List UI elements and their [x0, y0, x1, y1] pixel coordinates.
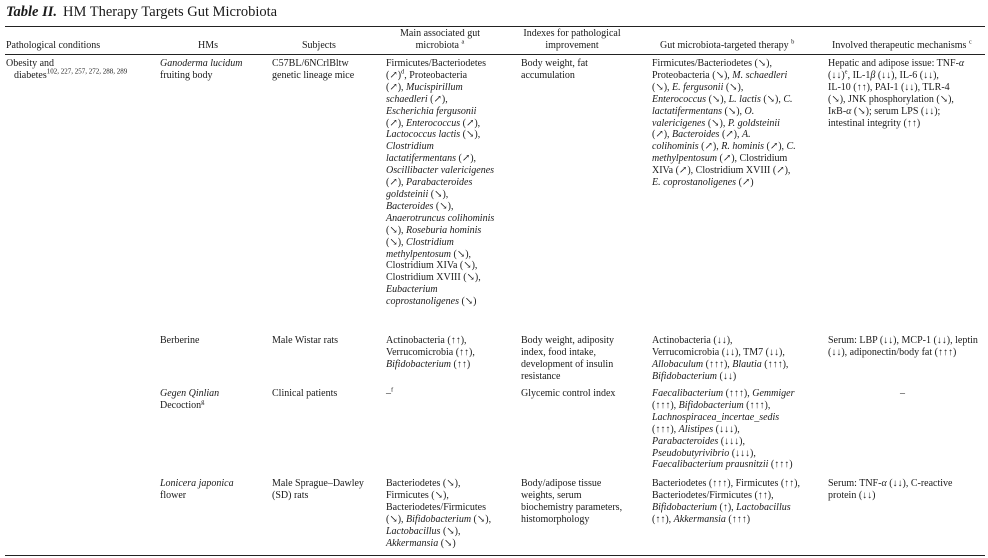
row-3-mechanisms [900, 388, 905, 400]
table-caption [6, 4, 277, 21]
cell-line: Male Sprague–Dawley [272, 478, 364, 489]
cell-line: C57BL/6NCrlBltw [272, 58, 349, 69]
cell-line: Allobaculum (↑↑↑), Blautia (↑↑↑), [652, 358, 789, 370]
cell-line: goldsteinii (↘), [386, 188, 449, 200]
cell-line: –$^f$ [386, 386, 394, 399]
cell-line: Ganoderma lucidum [160, 58, 243, 69]
cell-line: Verrucomicrobia (↑↑), [386, 346, 475, 358]
cell-line: Body/adipose tissue [521, 478, 602, 489]
cell-line: Anaerotruncus colihominis [386, 212, 495, 224]
cell-line: Bacteriodetes (↘), [386, 478, 461, 489]
cell-line: (↗), Enterococcus (↗), [386, 117, 481, 129]
header-rule [5, 54, 985, 55]
row-3-indexes [521, 388, 615, 400]
cell-line: (↘), Bifidobacterium (↘), [386, 513, 492, 525]
cell-line: XIVa (↗), Clostridium XVIII (↗), [652, 165, 791, 177]
cell-line: Male Wistar rats [272, 335, 339, 346]
cell-line: (↗), Bacteroides (↗), A. [652, 129, 751, 141]
cell-line: Oscillibacter valericigenes [386, 165, 495, 177]
cell-line: resistance [521, 370, 561, 382]
cell-line: IκB-α (↘); serum LPS (↓↓); [828, 105, 941, 117]
row-3-therapy [652, 388, 794, 471]
row-1-hm [160, 58, 243, 82]
row-1-mechanisms [828, 58, 964, 129]
row-3-hm [160, 388, 219, 412]
cell-line: Serum: LBP (↓↓), MCP-1 (↓↓), leptin [828, 335, 978, 346]
row-3-microbiota [386, 388, 393, 400]
cell-line: Actinobacteria (↑↑), [386, 335, 467, 346]
cell-line: Eubacterium [386, 284, 438, 296]
cell-line: (↘), Roseburia hominis [386, 224, 482, 236]
cell-line: Clostridium XIVa (↘), [386, 260, 478, 272]
cell-line: (↑↑↑), Alistipes (↓↓↓), [652, 423, 740, 435]
cell-line: Hepatic and adipose issue: TNF-α [828, 58, 965, 69]
cell-line: Body weight, adiposity [521, 335, 615, 346]
cell-line: protein (↓↓) [828, 489, 876, 501]
header-subjects: Subjects [302, 40, 336, 51]
cell-line: (↗), Parabacteroides [386, 177, 473, 189]
cell-line: (↘), Clostridium [386, 236, 454, 248]
cell-line: Berberine [160, 335, 200, 346]
cell-line: Bacteriodetes (↑↑↑), Firmicutes (↑↑), [652, 478, 801, 489]
row-3-subjects [272, 388, 337, 400]
cell-line: Proteobacteria (↘), M. schaedleri [652, 69, 788, 81]
cell-line: (↓↓), adiponectin/body fat (↑↑↑) [828, 346, 957, 358]
cell-line: schaedleri (↗), [386, 93, 448, 105]
cell-line: Decoction$^g$ [160, 398, 205, 411]
cell-line: Bifidobacterium (↑↑) [386, 358, 471, 370]
condition-cell: Obesity and diabetes$^{102, 227, 257, 272, 288, 289}$ [6, 58, 128, 81]
cell-line: Bacteriodetes/Firmicutes [386, 501, 486, 513]
cell-line: Serum: TNF-α (↓↓), C-reactive [828, 478, 953, 489]
header-indexes: Indexes for pathological improvement [523, 28, 621, 51]
cell-line: Faecalibacterium (↑↑↑), Gemmiger [652, 388, 795, 399]
cell-line: (↘), JNK phosphorylation (↘), [828, 93, 954, 105]
cell-line: methylpentosum (↗), Clostridium [652, 153, 788, 165]
row-4-subjects [272, 478, 364, 502]
cell-line: Actinobacteria (↓↓), [652, 335, 733, 346]
cell-line: accumulation [521, 69, 575, 81]
cell-line: Bacteriodetes/Firmicutes (↑↑), [652, 489, 774, 501]
header-microbiota: Main associated gut microbiota $^a$ [400, 28, 480, 51]
cell-line: (SD) rats [272, 489, 309, 501]
header-hms: HMs [198, 40, 219, 51]
header-therapy: Gut microbiota-targeted therapy $^b$ [660, 38, 795, 51]
cell-line: Enterococcus (↘), L. lactis (↘), C. [652, 93, 793, 105]
row-2-indexes [521, 335, 614, 383]
cell-line: Glycemic control index [521, 388, 616, 399]
cell-line: biochemistry parameters, [521, 501, 623, 513]
cell-line: flower [160, 489, 187, 501]
cell-line: Faecalibacterium prausnitzii (↑↑↑) [652, 459, 793, 471]
cell-line: histomorphology [521, 513, 590, 525]
cell-line: Clinical patients [272, 388, 338, 399]
cell-line: Lactococcus lactis (↘), [386, 129, 481, 141]
cell-line: Escherichia fergusonii [386, 105, 477, 117]
cell-line: Lactobacillus (↘), [386, 525, 461, 537]
cell-line: Firmicutes/Bacteriodetes [386, 58, 486, 69]
cell-line: (↘), E. fergusonii (↘), [652, 81, 744, 93]
cell-line: colihominis (↗), R. hominis (↗), C. [652, 141, 796, 153]
table-title: HM Therapy Targets Gut Microbiota [63, 4, 278, 20]
cell-line: (↗), Mucispirillum [386, 81, 463, 93]
row-2-mechanisms [828, 335, 978, 359]
row-1-microbiota [386, 58, 494, 308]
row-2-subjects [272, 335, 338, 347]
row-4-therapy [652, 478, 800, 526]
cell-line: genetic lineage mice [272, 69, 355, 81]
row-2-microbiota [386, 335, 475, 371]
header-mechanisms: Involved therapeutic mechanisms $^c$ [832, 38, 972, 51]
cell-line: Pseudobutyrivibrio (↓↓↓), [652, 447, 756, 459]
cell-line: lactatifermentans (↗), [386, 153, 477, 165]
cell-line: valericigenes (↘), P. goldsteinii [652, 117, 780, 129]
cell-line: Firmicutes/Bacteriodetes (↘), [652, 58, 773, 69]
cell-line: Clostridium [386, 141, 434, 153]
cell-line: (↓↓)$^e$, IL-1β (↓↓), IL-6 (↓↓), [828, 68, 939, 81]
row-4-indexes [521, 478, 622, 526]
cell-line: Clostridium XVIII (↘), [386, 272, 481, 284]
cell-line: Lonicera japonica [160, 478, 234, 489]
cell-line: Firmicutes (↘), [386, 489, 449, 501]
cell-line: – [900, 388, 905, 399]
bottom-rule [5, 555, 985, 556]
header-pathological-conditions: Pathological conditions [6, 40, 101, 51]
cell-line: methylpentosum (↘), [386, 248, 472, 260]
row-4-mechanisms [828, 478, 953, 502]
cell-line: intestinal integrity (↑↑) [828, 117, 921, 129]
row-1-subjects [272, 58, 354, 82]
row-2-hm [160, 335, 199, 347]
cell-line: (↗)$^d$, Proteobacteria [386, 68, 468, 81]
row-1-therapy [652, 58, 796, 189]
table-label: Table II. [6, 4, 58, 20]
cell-line: fruiting body [160, 69, 213, 81]
cell-line: Body weight, fat [521, 58, 588, 69]
row-4-microbiota [386, 478, 491, 549]
cell-line: Akkermansia (↘) [386, 537, 456, 549]
cell-line: (↑↑↑), Bifidobacterium (↑↑↑), [652, 399, 771, 411]
cell-line: IL-10 (↑↑), PAI-1 (↓↓), TLR-4 [828, 81, 950, 93]
row-2-therapy [652, 335, 788, 383]
cell-line: E. coprostanoligenes (↗) [652, 177, 754, 189]
row-4-hm [160, 478, 234, 502]
cell-line: Parabacteroides (↓↓↓), [652, 435, 745, 447]
cell-line: weights, serum [521, 489, 582, 501]
cell-line: Lachnospiracea_incertae_sedis [652, 411, 780, 423]
cell-line: Bifidobacterium (↑), Lactobacillus [652, 501, 791, 513]
row-1-indexes [521, 58, 588, 82]
cell-line: Gegen Qinlian [160, 388, 220, 399]
cell-line: index, food intake, [521, 346, 596, 358]
cell-line: Verrucomicrobia (↓↓), TM7 (↓↓), [652, 346, 785, 358]
cell-line: (↑↑), Akkermansia (↑↑↑) [652, 513, 751, 525]
cell-line: Bacteroides (↘), [386, 200, 454, 212]
cell-line: coprostanoligenes (↘) [386, 296, 477, 308]
cell-line: development of insulin [521, 358, 614, 370]
cell-line: lactatifermentans (↘), O. [652, 105, 755, 117]
top-rule [5, 26, 985, 27]
cell-line: Bifidobacterium (↓↓) [652, 370, 737, 382]
